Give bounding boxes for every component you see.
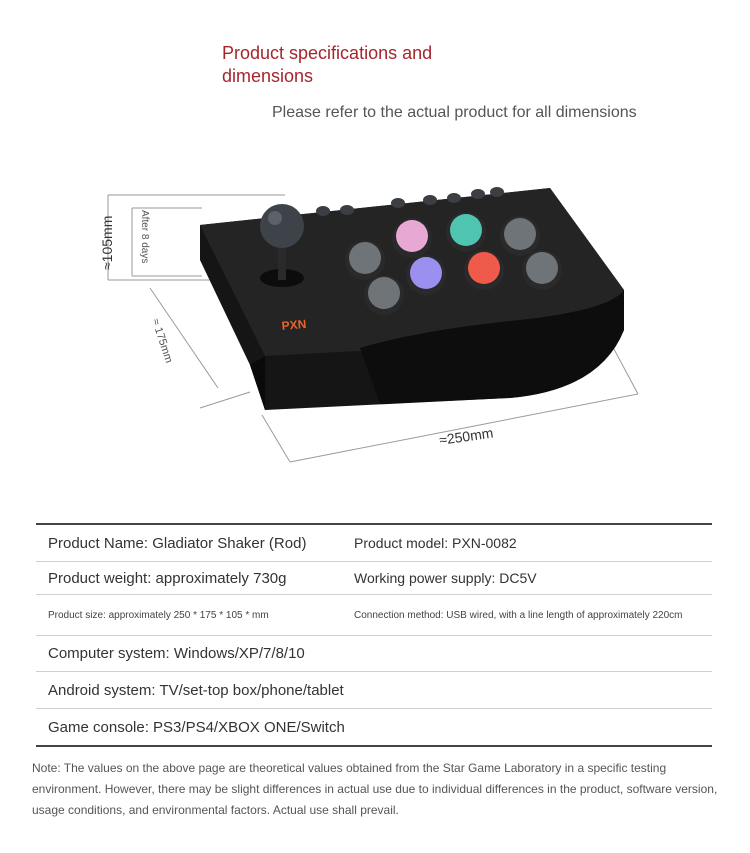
red-button [468, 252, 500, 284]
title-line-2: dimensions [222, 66, 314, 86]
working-power: Working power supply: DC5V [354, 570, 537, 586]
purple-button [410, 257, 442, 289]
product-name: Product Name: Gladiator Shaker (Rod) [48, 534, 307, 552]
page-title [222, 42, 432, 88]
height-note: After 8 days [139, 210, 150, 264]
page-subtitle: Please refer to the actual product for all dimensions [272, 104, 637, 121]
connection-method: Connection method: USB wired, with a line length of approximately 220cm [354, 609, 683, 621]
grey-button-top-right [504, 218, 536, 250]
teal-button [450, 214, 482, 246]
pink-button [396, 220, 428, 252]
spec-row-size [36, 595, 712, 636]
title-line-1: Product specifications and [222, 43, 433, 63]
pxn-logo: PXN [281, 316, 307, 333]
spec-row-name [36, 523, 712, 562]
arcade-stick-figure [90, 170, 650, 470]
computer-system: Computer system: Windows/XP/7/8/10 [48, 645, 305, 662]
spec-row-console [36, 709, 712, 747]
game-console: Game console: PS3/PS4/XBOX ONE/Switch [48, 718, 345, 736]
android-system: Android system: TV/set-top box/phone/tablet [48, 681, 344, 699]
height-label: ≈105mm [99, 215, 115, 270]
spec-row-weight [36, 562, 712, 595]
product-weight: Product weight: approximately 730g [48, 569, 287, 587]
grey-button-bottom-left [368, 277, 400, 309]
spec-row-computer [36, 636, 712, 672]
spec-table [36, 523, 712, 747]
product-model: Product model: PXN-0082 [354, 535, 517, 551]
product-size: Product size: approximately 250 * 175 * 105 * mm [48, 609, 269, 621]
depth-label: ≈ 175mm [149, 317, 175, 365]
width-label: ≈250mm [438, 424, 495, 448]
grey-button-mid-right [526, 252, 558, 284]
disclaimer-note: Note: The values on the above page are theoretical values obtained from the Star Game Laboratory in a specific testing environment. However, there may be slight differences in actual use due to individual differences in the product, software version, usage conditions, and environmental factors. Actual use shall prevail. [32, 761, 718, 817]
grey-button-mid-left [349, 242, 381, 274]
spec-row-android [36, 672, 712, 709]
